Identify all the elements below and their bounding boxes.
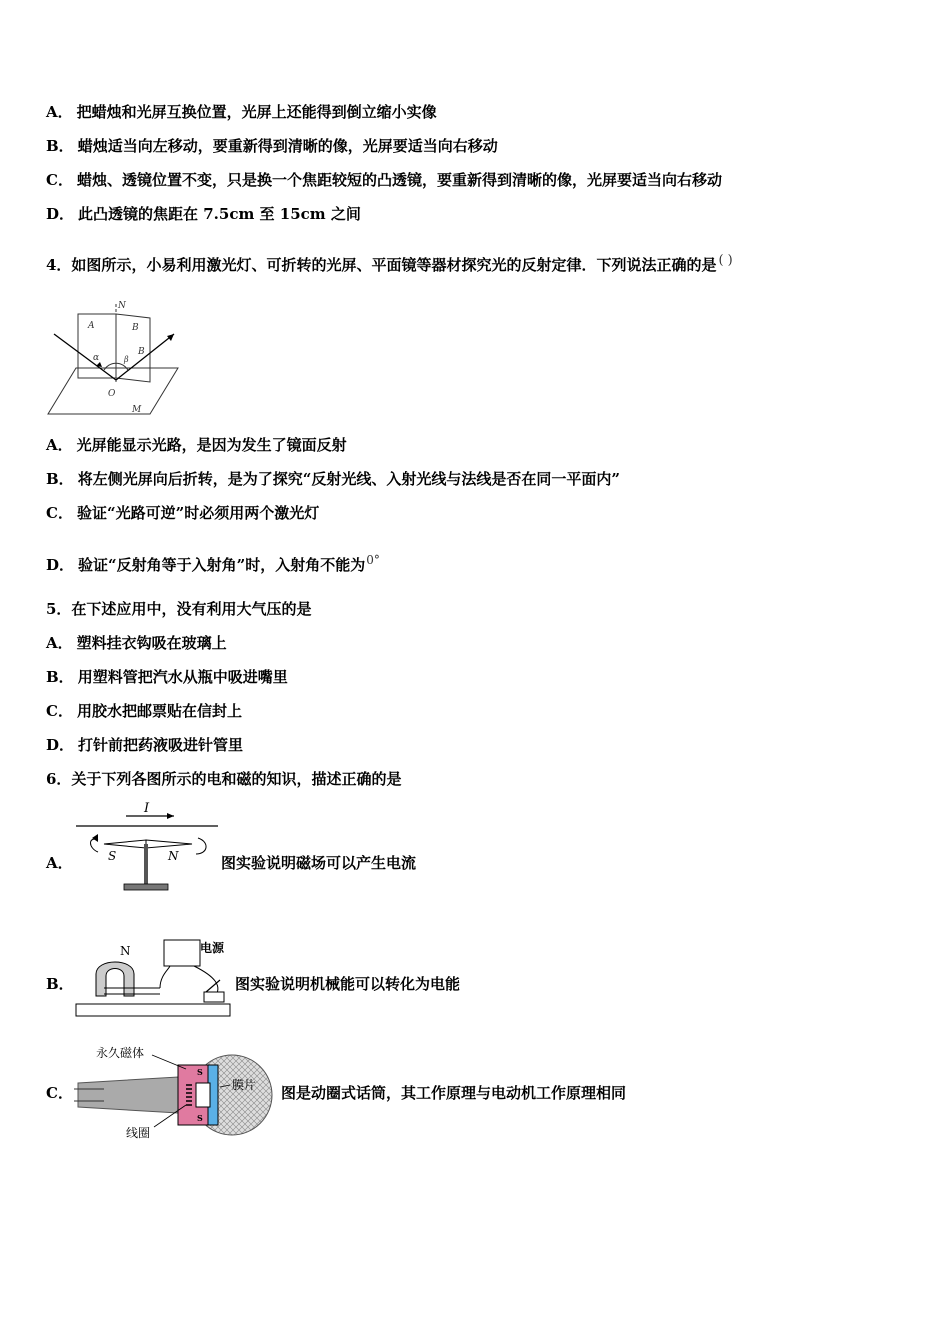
option-label: A． (46, 634, 73, 652)
option-text: 塑料挂衣钩吸在玻璃上 (76, 634, 227, 652)
label-a: A (88, 321, 95, 331)
option-text: 蜡烛、透镜位置不变，只是换一个焦距较短的凸透镜，要重新得到清晰的像，光屏要适当向右移动 (76, 171, 722, 189)
label-current: I (144, 801, 150, 816)
label-beta: β (124, 355, 129, 364)
option-label: B． (46, 668, 74, 686)
q4-option-d (46, 550, 380, 575)
q3-option-b (46, 136, 498, 156)
q6-option-c-label: C． (46, 1084, 73, 1102)
q3-option-c (46, 170, 722, 190)
oersted-figure (74, 798, 220, 900)
label-n: N (118, 301, 126, 311)
q4-stem (46, 251, 733, 275)
q4-option-b (46, 469, 620, 489)
question-stem: 6．关于下列各图所示的电和磁的知识，描述正确的是 (46, 770, 402, 788)
label-source: 电源 (200, 941, 225, 955)
option-text: 将左侧光屏向后折转，是为了探究“反射光线、入射光线与法线是否在同一平面内” (77, 470, 620, 488)
label-b2: B (138, 347, 145, 357)
label-n: N (168, 849, 179, 863)
label-b: B (132, 323, 139, 333)
label-diaphragm: 膜片 (232, 1078, 257, 1092)
option-label: A． (46, 103, 73, 121)
option-label: C． (46, 702, 73, 720)
option-label: C． (46, 504, 73, 522)
label-n: N (120, 944, 131, 958)
answer-paren: ( ) (718, 253, 733, 268)
reflection-figure (46, 296, 186, 420)
label-coil: 线圈 (126, 1126, 151, 1139)
degree-value: 0° (366, 553, 380, 567)
option-text: 打针前把药液吸进针管里 (78, 736, 244, 754)
option-label: B． (46, 470, 74, 488)
option-text: 验证“反射角等于入射角”时，入射角不能为 (78, 556, 366, 574)
option-text: 把蜡烛和光屏互换位置，光屏上还能得到倒立缩小实像 (76, 103, 437, 121)
q6-option-a-label: A． (46, 854, 73, 872)
generator-figure (74, 936, 234, 1020)
option-text: 此凸透镜的焦距在 7.5cm 至 15cm 之间 (78, 205, 361, 223)
q3-option-a (46, 102, 437, 122)
q6-option-c-text: 图是动圈式话筒，其工作原理与电动机工作原理相同 (281, 1084, 627, 1102)
option-text: 验证“光路可逆”时必须用两个激光灯 (76, 504, 320, 522)
option-label: D． (46, 205, 75, 223)
q5-option-c (46, 701, 242, 721)
q6-stem (46, 769, 401, 789)
option-text: 用塑料管把汽水从瓶中吸进嘴里 (77, 668, 288, 686)
q3-option-d (46, 204, 361, 224)
q4-option-a (46, 435, 347, 455)
q4-option-c (46, 503, 319, 523)
option-text: 蜡烛适当向左移动，要重新得到清晰的像，光屏要适当向右移动 (77, 137, 498, 155)
q5-option-a (46, 633, 227, 653)
option-text: 光屏能显示光路，是因为发生了镜面反射 (76, 436, 347, 454)
q5-stem (46, 599, 311, 619)
label-m: M (132, 405, 142, 415)
option-label: D． (46, 736, 75, 754)
label-s-top: S (197, 1067, 203, 1077)
q6-option-b-label: B． (46, 975, 74, 993)
option-label: B． (46, 137, 74, 155)
label-s: S (108, 849, 117, 863)
question-stem: 4．如图所示，小易利用激光灯、可折转的光屏、平面镜等器材探究光的反射定律．下列说法正确的是 (46, 256, 717, 274)
q5-option-d (46, 735, 243, 755)
option-label: C． (46, 171, 73, 189)
microphone-figure (74, 1043, 274, 1139)
option-text: 用胶水把邮票贴在信封上 (76, 702, 242, 720)
question-stem: 5．在下述应用中，没有利用大气压的是 (46, 600, 312, 618)
label-s-bottom: S (197, 1113, 203, 1123)
q6-option-a-text: 图实验说明磁场可以产生电流 (221, 854, 417, 872)
label-alpha: α (93, 353, 100, 363)
option-label: A． (46, 436, 73, 454)
option-label: D． (46, 556, 75, 574)
q6-option-b-text: 图实验说明机械能可以转化为电能 (235, 975, 461, 993)
label-o: O (108, 389, 116, 399)
q5-option-b (46, 667, 288, 687)
label-magnet: 永久磁体 (96, 1046, 145, 1060)
